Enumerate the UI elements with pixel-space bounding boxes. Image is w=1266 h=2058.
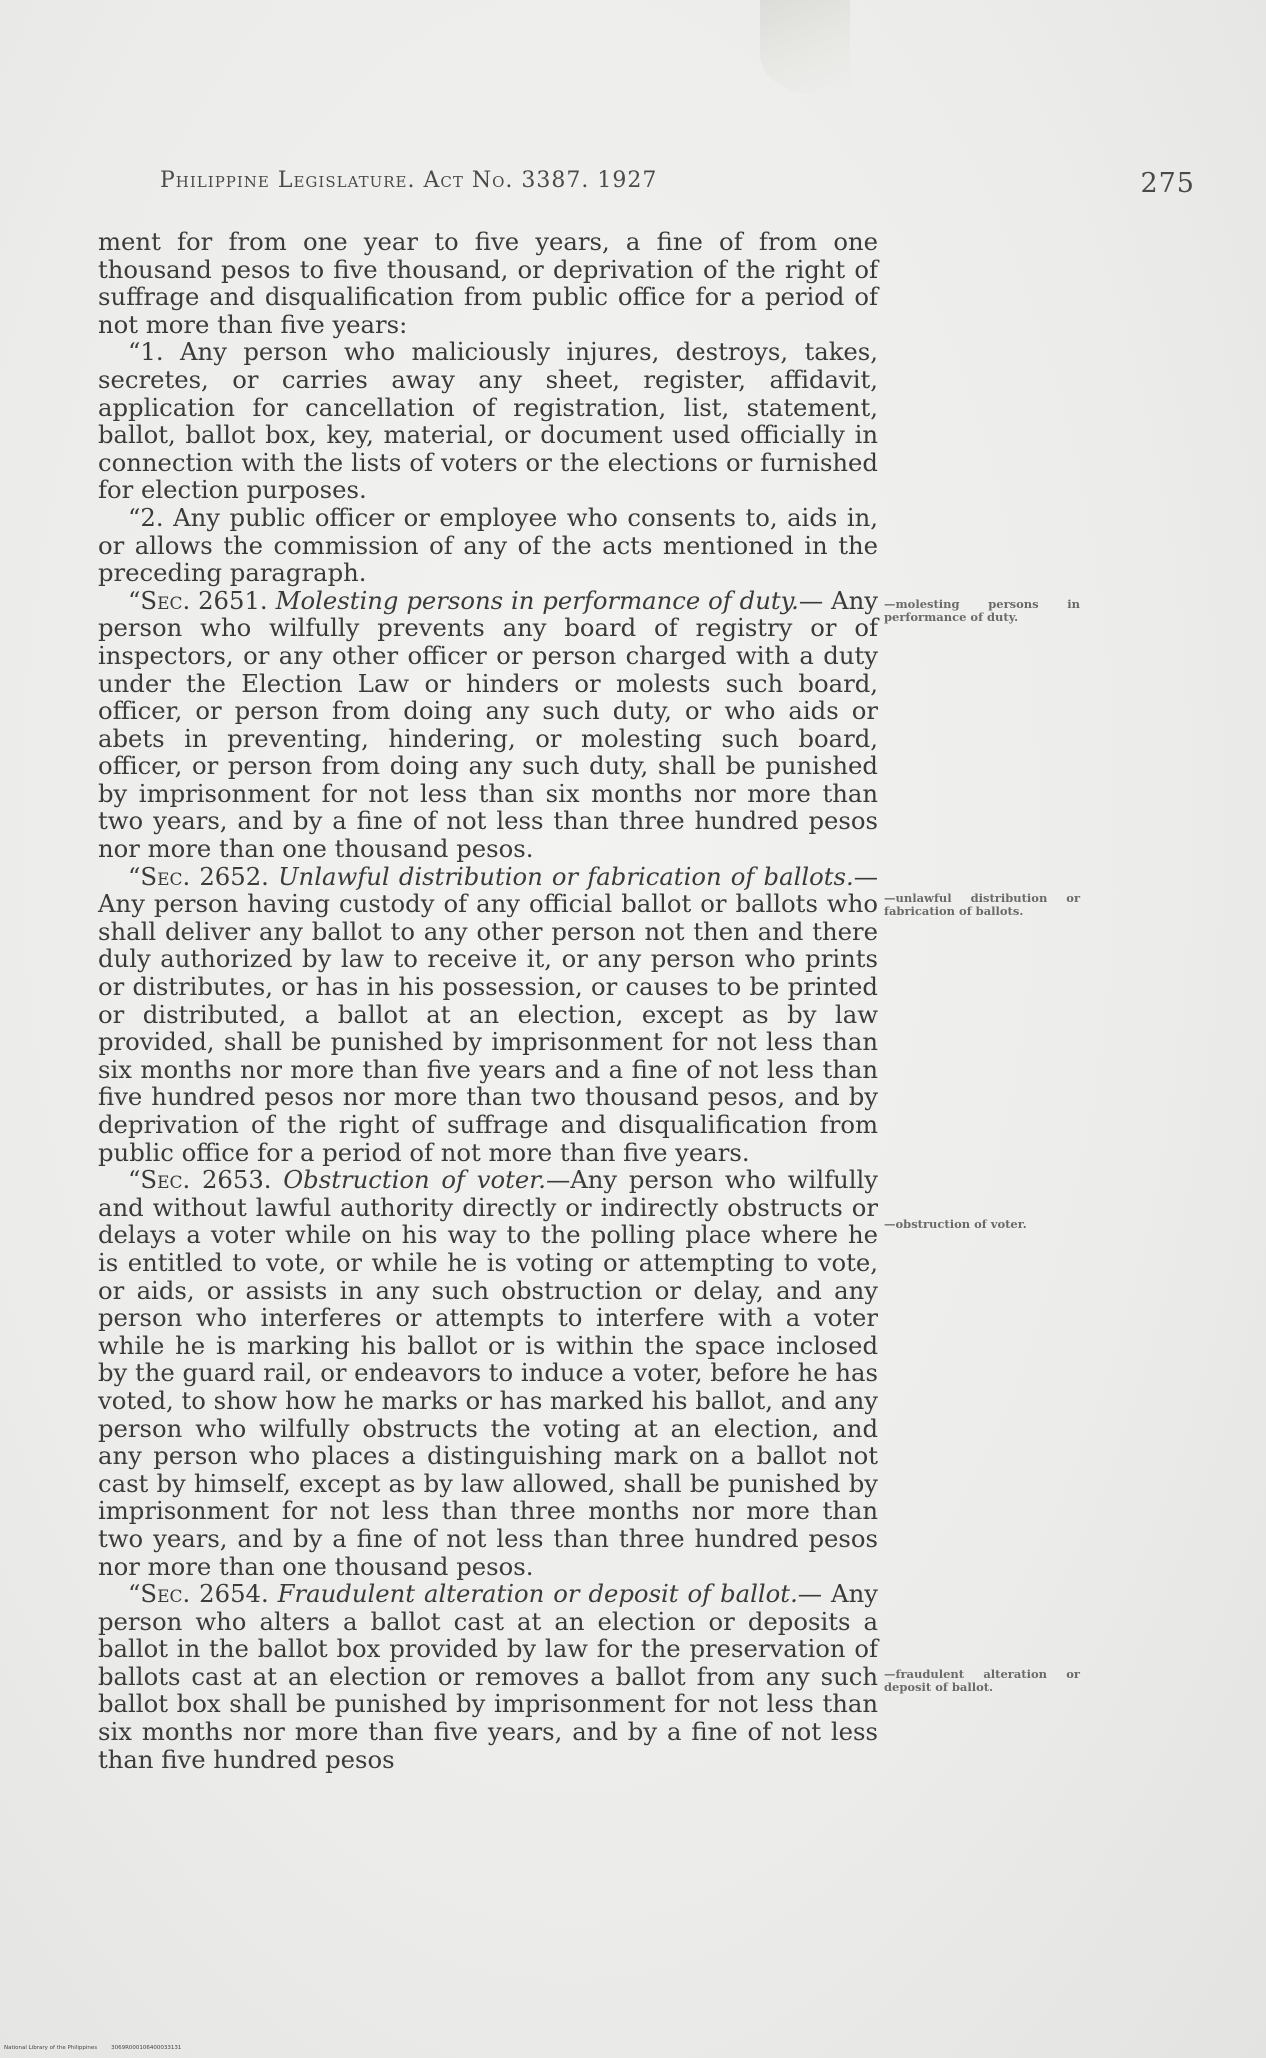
scan-code: 3069R000106400033131 [111, 2045, 182, 2051]
section-text: —Any person having custody of any official ballot or ballots who shall deliver any ballot to any other person not then and there duly authorized by law to receive it, or any person who prints or distributes, or has in his possession, or causes to be printed or distributed, a ballot at an election, except as by law provided, shall be punished by imprisonment for not less than six months nor more than five years and a fine of not less than five hundred pesos nor more than two thousand pesos, and by deprivation of the right of suffrage and disqualification from public office for a period of not more than five years. [98, 861, 878, 1167]
section-2652 [98, 863, 878, 1167]
margin-note-2654: —fraudulent alteration or deposit of ballot. [884, 1667, 1080, 1694]
library-credit: National Library of the Philippines [4, 2045, 98, 2051]
margin-note-2652: —unlawful distribution or fabrication of ballots. [884, 891, 1080, 918]
scan-footer [4, 2045, 181, 2051]
section-text: — Any person who wilfully prevents any board of registry or of inspectors, or any other officer or person charged with a duty under the Election Law or hinders or molests such board, officer, or person from doing any such duty, or who aids or abets in preventing, hindering, or molesting such board, officer, or person from doing any such duty, shall be punished by imprisonment for not less than six months nor more than two years, and by a fine of not less than three hundred pesos nor more than one thousand pesos. [98, 585, 878, 864]
section-text: — Any person who alters a ballot cast at an election or deposits a ballot in the ballot box provided by law for the preservation of ballots cast at an election or removes a ballot from any such ballot box shall be punished by imprisonment for not less than six months nor more than five years, and by a fine of not less than five hundred pesos [98, 1579, 878, 1774]
running-title: Philippine Legislature. Act No. 3387. 1927 [160, 168, 658, 193]
section-number: “Sec. 2651. [128, 585, 268, 615]
section-number: “Sec. 2653. [128, 1165, 272, 1195]
page-fold [760, 0, 850, 95]
running-header [160, 168, 1195, 204]
section-title: Unlawful distribution or fabrication of ballots. [278, 861, 854, 891]
section-title: Obstruction of voter. [283, 1165, 546, 1195]
page-number: 275 [1140, 168, 1195, 199]
section-number: “Sec. 2652. [128, 861, 269, 891]
section-number: “Sec. 2654. [128, 1579, 269, 1609]
paragraph: “1. Any person who maliciously injures, destroys, takes, secretes, or carries away any sheet, register, affidavit, application for cancellation of registration, list, statement, ballot, ballot box, key, material, or document used officially in connection with the lists of voters or the elections or furnished for election purposes. [98, 337, 878, 505]
section-2653 [98, 1166, 878, 1580]
main-text [98, 228, 878, 1773]
section-title: Molesting persons in performance of duty. [275, 585, 799, 615]
section-text: —Any person who wilfully and without lawful authority directly or indirectly obstructs or delays a voter while on his way to the polling place where he is entitled to vote, or while he is voting or attempting to vote, or aids, or assists in any such obstruction or delay, and any person who interferes or attempts to interfere with a voter while he is marking his ballot or is within the space inclosed by the guard rail, or endeavors to induce a voter, before he has voted, to show how he marks or has marked his ballot, and any person who wilfully obstructs the voting at an election, and any person who places a distinguishing mark on a ballot not cast by himself, except as by law allowed, shall be punished by imprisonment for not less than three months nor more than two years, and by a fine of not less than three hundred pesos nor more than one thousand pesos. [98, 1165, 878, 1581]
paragraph: “2. Any public officer or employee who consents to, aids in, or allows the commission of any of the acts mentioned in the preceding paragraph. [98, 502, 878, 588]
margin-note-2651: —molesting persons in performance of duty. [884, 597, 1080, 624]
section-2651 [98, 587, 878, 863]
section-title: Fraudulent alteration or deposit of ballot. [277, 1579, 798, 1609]
section-2654 [98, 1580, 878, 1773]
margin-note-2653: —obstruction of voter. [884, 1217, 1027, 1231]
paragraph: ment for from one year to five years, a fine of from one thousand pesos to five thousand, or deprivation of the right of suffrage and disqualification from public office for a period of not more than five years: [98, 227, 878, 339]
